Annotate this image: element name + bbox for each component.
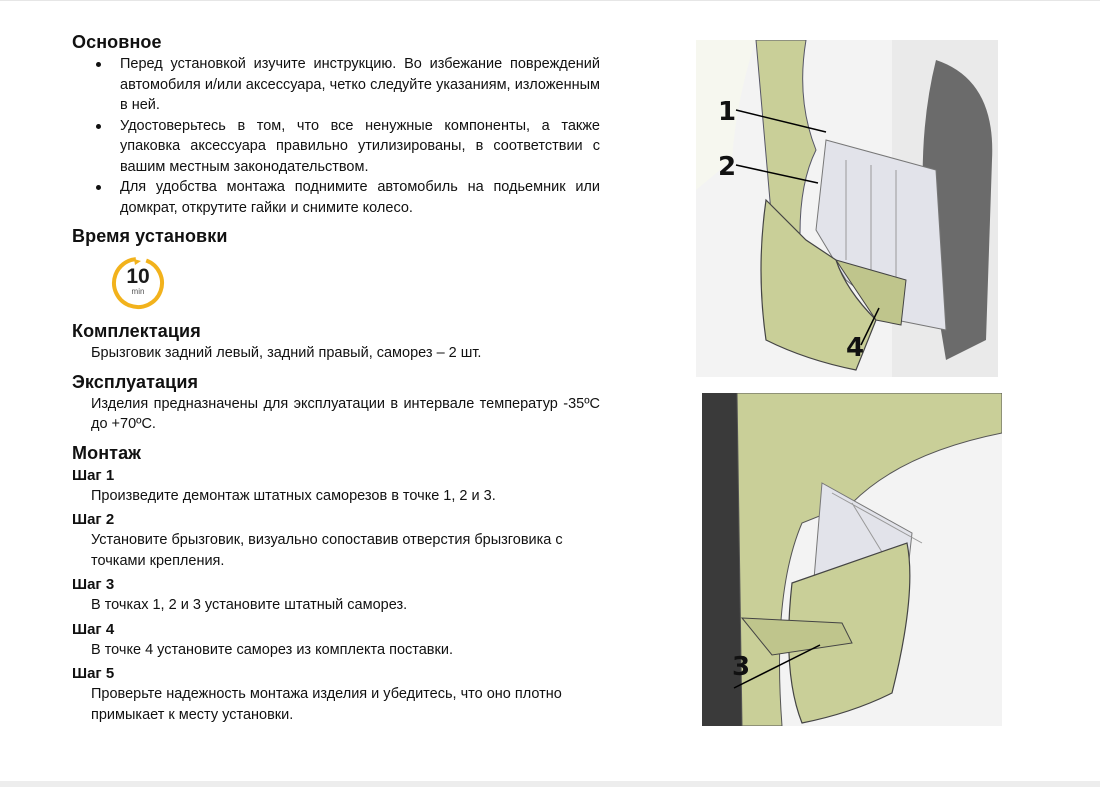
- timer-icon: [110, 255, 166, 311]
- bullet-item: Для удобства монтажа поднимите автомобиль на подьемник или домкрат, открутите гайки и снимите колесо.: [120, 177, 600, 218]
- step-text: В точках 1, 2 и 3 установите штатный саморез.: [91, 597, 408, 613]
- bullet-item: Перед установкой изучите инструкцию. Во избежание повреждений автомобиля и/или аксессуара, четко следуйте указаниям, изложенным в ней.: [120, 54, 600, 116]
- mudflap-figure-top: [696, 40, 998, 377]
- timer-value: 10: [126, 265, 150, 288]
- step-label: Шаг 3: [72, 576, 115, 593]
- section-title-basic: Основное: [72, 32, 162, 52]
- callout-label: 1: [718, 97, 737, 127]
- kit-text: Брызговик задний левый, задний правый, саморез – 2 шт.: [91, 345, 482, 361]
- section-title-usage: Эксплуатация: [72, 371, 199, 392]
- callout-label: 3: [732, 652, 751, 682]
- section-title-kit: Комплектация: [72, 321, 201, 341]
- step-text: В точке 4 установите саморез из комплекта поставки.: [91, 641, 453, 658]
- bottom-band: [0, 781, 1100, 787]
- section-title-mount: Монтаж: [72, 442, 142, 463]
- step-label: Шаг 1: [72, 466, 115, 484]
- top-divider: [0, 0, 1100, 1]
- callout-label: 2: [718, 152, 737, 182]
- bullet-item: Удостоверьтесь в том, что все ненужные компоненты, а также упаковка аксессуара правильно утилизированы, в соответствии с вашим местным законодательством.: [120, 116, 600, 178]
- basic-bullet-list: [72, 54, 600, 218]
- step-label: Шаг 2: [72, 511, 115, 528]
- timer-unit: min: [131, 287, 145, 296]
- step-text: Установите брызговик, визуально сопоставив отверстия брызговика с точками крепления.: [91, 532, 563, 569]
- usage-text: Изделия предназначены для эксплуатации в интервале температур -35ºС до +70ºС.: [91, 395, 600, 432]
- section-title-time: Время установки: [72, 226, 228, 246]
- step-label: Шаг 5: [72, 665, 115, 682]
- callout-label: 4: [846, 333, 865, 363]
- step-text: Произведите демонтаж штатных саморезов в точке 1, 2 и 3.: [91, 487, 496, 504]
- instructions-column: [72, 30, 600, 725]
- mudflap-figure-bottom: [702, 393, 1002, 726]
- step-label: Шаг 4: [72, 620, 115, 638]
- step-text: Проверьте надежность монтажа изделия и убедитесь, что оно плотно примыкает к месту установки.: [91, 686, 562, 723]
